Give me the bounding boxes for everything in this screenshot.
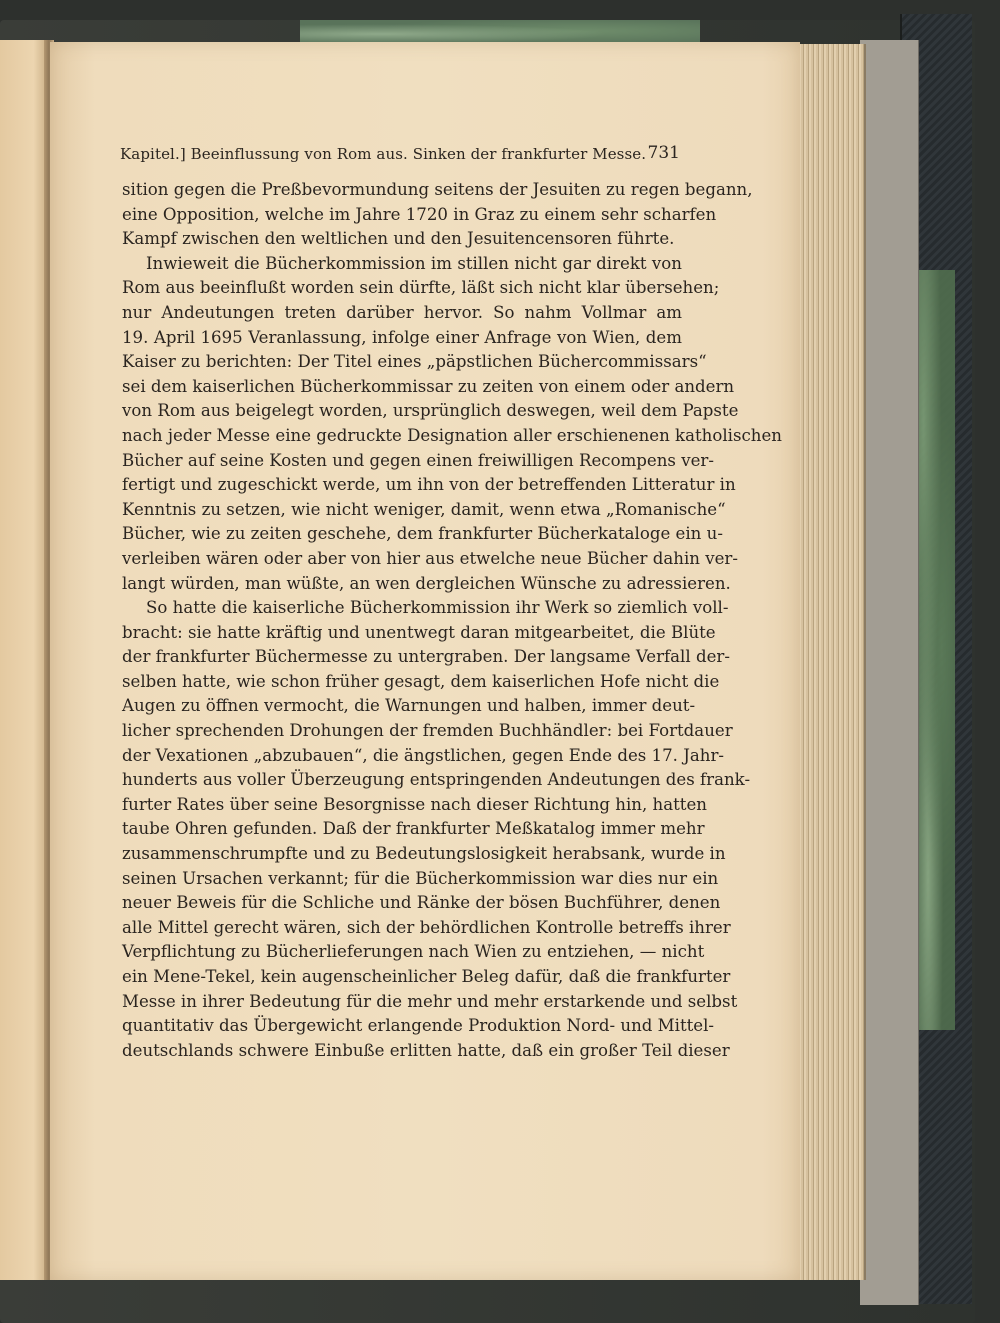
- text-line: der frankfurter Büchermesse zu untergraben. Der langsame Verfall der-: [122, 647, 730, 667]
- text-line: Verpflichtung zu Bücherlieferungen nach Wien zu entziehen, — nicht: [122, 942, 705, 962]
- running-head: [120, 143, 680, 167]
- text-line: Kenntnis zu setzen, wie nicht weniger, damit, wenn etwa „Romanische“: [122, 499, 726, 519]
- text-line: hunderts aus voller Überzeugung entspringenden Andeutungen des frank-: [122, 770, 751, 790]
- running-head-title: Kapitel.] Beeinflussung von Rom aus. Sinken der frankfurter Messe.: [120, 145, 647, 163]
- text-line: seinen Ursachen verkannt; für die Bücherkommission war dies nur ein: [122, 868, 719, 888]
- text-line: Kaiser zu berichten: Der Titel eines „päpstlichen Büchercommissars“: [122, 352, 707, 372]
- page-edges-stack: [796, 44, 866, 1280]
- text-line: Inwieweit die Bücherkommission im stillen nicht gar direkt von: [146, 253, 682, 273]
- text-line: Bücher, wie zu zeiten geschehe, dem frankfurter Bücherkataloge ein u-: [122, 524, 723, 544]
- text-line: So hatte die kaiserliche Bücherkommission ihr Werk so ziemlich voll-: [146, 598, 729, 618]
- text-line: taube Ohren gefunden. Daß der frankfurter Meßkatalog immer mehr: [122, 819, 705, 839]
- text-line: licher sprechenden Drohungen der fremden Buchhändler: bei Fortdauer: [122, 721, 733, 741]
- text-line: deutschlands schwere Einbuße erlitten hatte, daß ein großer Teil dieser: [122, 1040, 730, 1060]
- text-line: Rom aus beeinflußt worden sein dürfte, läßt sich nicht klar übersehen;: [122, 278, 720, 298]
- text-line: sei dem kaiserlichen Bücherkommissar zu zeiten von einem oder andern: [122, 376, 735, 396]
- text-line: der Vexationen „abzubauen“, die ängstlichen, gegen Ende des 17. Jahr-: [122, 745, 724, 765]
- text-line: quantitativ das Übergewicht erlangende Produktion Nord- und Mittel-: [122, 1016, 715, 1036]
- text-line: neuer Beweis für die Schliche und Ränke der bösen Buchführer, denen: [122, 893, 721, 913]
- text-line: von Rom aus beigelegt worden, ursprünglich deswegen, weil dem Papste: [122, 401, 739, 421]
- text-line: verleiben wären oder aber von hier aus etwelche neue Bücher dahin ver-: [122, 548, 738, 568]
- endpaper: [860, 40, 919, 1305]
- text-line: sition gegen die Preßbevormundung seitens der Jesuiten zu regen begann,: [122, 180, 753, 199]
- text-line: Messe in ihrer Bedeutung für die mehr und mehr erstarkende und selbst: [122, 991, 738, 1011]
- left-page-edge: [0, 40, 48, 1280]
- text-line: ein Mene-Tekel, kein augenscheinlicher Beleg dafür, daß die frankfurter: [122, 967, 731, 986]
- text-line: selben hatte, wie schon früher gesagt, dem kaiserlichen Hofe nicht die: [122, 671, 720, 691]
- text-line: bracht: sie hatte kräftig und unentwegt daran mitgearbeitet, die Blüte: [122, 622, 716, 642]
- text-line: alle Mittel gerecht wären, sich der behördlichen Kontrolle betreffs ihrer: [122, 917, 731, 937]
- text-line: nach jeder Messe eine gedruckte Designation aller erschienenen katholischen: [122, 425, 782, 445]
- text-line: langt würden, man wüßte, an wen dergleichen Wünsche zu adressieren.: [122, 573, 731, 593]
- text-line: eine Opposition, welche im Jahre 1720 in Graz zu einem sehr scharfen: [122, 204, 717, 224]
- text-line: furter Rates über seine Besorgnisse nach dieser Richtung hin, hatten: [122, 794, 707, 814]
- body-text: [122, 178, 782, 1063]
- page-number: 731: [647, 143, 680, 163]
- text-line: Kampf zwischen den weltlichen und den Jesuitencensoren führte.: [122, 229, 675, 249]
- text-line: Augen zu öffnen vermocht, die Warnungen und halben, immer deut-: [122, 696, 696, 716]
- text-line: 19. April 1695 Veranlassung, infolge einer Anfrage von Wien, dem: [122, 327, 682, 347]
- text-line: fertigt und zugeschickt werde, um ihn von der betreffenden Litteratur in: [122, 475, 736, 495]
- text-line: Bücher auf seine Kosten und gegen einen freiwilligen Recompens ver-: [122, 450, 714, 470]
- text-line: zusammenschrumpfte und zu Bedeutungslosigkeit herabsank, wurde in: [122, 844, 726, 864]
- text-line: nur Andeutungen treten darüber hervor. So nahm Vollmar am: [122, 302, 682, 322]
